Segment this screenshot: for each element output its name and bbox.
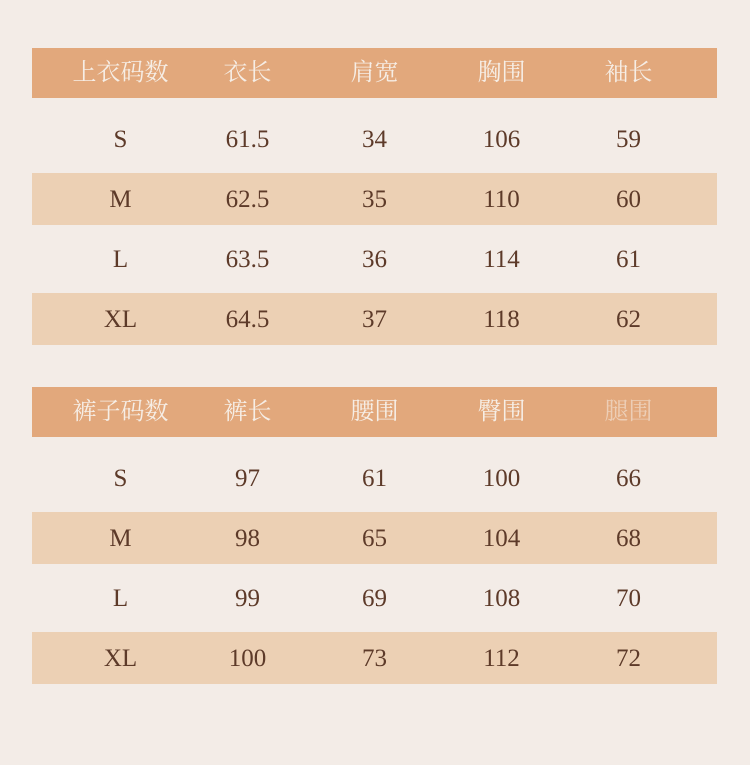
table-row-m (32, 512, 717, 564)
measurement-cell: 70 (616, 584, 641, 612)
measurement-cell: 104 (482, 524, 521, 552)
measurement-cell: 61.5 (225, 125, 270, 153)
measurement-cell: 114 (483, 245, 520, 273)
header-cell-shoulder-width: 肩宽 (350, 60, 399, 86)
pants-rows (32, 437, 717, 684)
header-cell-sleeve-length: 袖长 (604, 60, 653, 86)
size-label-cell: XL (103, 644, 138, 672)
header-cell-waist: 腰围 (350, 399, 399, 425)
header-cell-thigh: 腿围 (604, 399, 653, 425)
header-cell-pants-size: 裤子码数 (72, 399, 169, 425)
measurement-cell: 62.5 (225, 185, 270, 213)
header-cell-garment-length: 衣长 (223, 60, 272, 86)
measurement-cell: 100 (228, 644, 267, 672)
table-row-l (32, 233, 717, 285)
measurement-cell: 108 (482, 584, 521, 612)
measurement-cell: 35 (362, 185, 387, 213)
table-row-m (32, 173, 717, 225)
size-label-cell: M (109, 185, 132, 213)
size-label-cell: L (112, 245, 129, 273)
measurement-cell: 64.5 (225, 305, 270, 333)
measurement-cell: 65 (362, 524, 387, 552)
tops-rows (32, 98, 717, 345)
measurement-cell: 97 (235, 464, 260, 492)
measurement-cell: 34 (362, 125, 387, 153)
measurement-cell: 62 (616, 305, 641, 333)
measurement-cell: 118 (483, 305, 520, 333)
size-label-cell: S (113, 464, 128, 492)
measurement-cell: 73 (362, 644, 387, 672)
table-row-xl (32, 293, 717, 345)
table-row-s (32, 452, 717, 504)
pants-size-table (32, 387, 717, 684)
measurement-cell: 110 (483, 185, 520, 213)
size-label-cell: XL (103, 305, 138, 333)
measurement-cell: 100 (482, 464, 521, 492)
tops-size-table (32, 48, 717, 345)
size-label-cell: L (112, 584, 129, 612)
header-cell-tops-size: 上衣码数 (72, 60, 169, 86)
measurement-cell: 69 (362, 584, 387, 612)
measurement-cell: 66 (616, 464, 641, 492)
size-label-cell: S (113, 125, 128, 153)
table-row-xl (32, 632, 717, 684)
table-row-s (32, 113, 717, 165)
measurement-cell: 59 (616, 125, 641, 153)
measurement-cell: 36 (362, 245, 387, 273)
header-cell-hip: 臀围 (477, 399, 526, 425)
measurement-cell: 61 (362, 464, 387, 492)
measurement-cell: 98 (235, 524, 260, 552)
measurement-cell: 63.5 (225, 245, 270, 273)
measurement-cell: 37 (362, 305, 387, 333)
table-row-l (32, 572, 717, 624)
measurement-cell: 99 (235, 584, 260, 612)
header-cell-bust: 胸围 (477, 60, 526, 86)
measurement-cell: 60 (616, 185, 641, 213)
size-label-cell: M (109, 524, 132, 552)
measurement-cell: 106 (482, 125, 521, 153)
measurement-cell: 68 (616, 524, 641, 552)
measurement-cell: 72 (616, 644, 641, 672)
header-cell-pants-length: 裤长 (223, 399, 272, 425)
pants-header-row (32, 387, 717, 437)
measurement-cell: 61 (616, 245, 641, 273)
measurement-cell: 112 (483, 644, 520, 672)
tops-header-row (32, 48, 717, 98)
